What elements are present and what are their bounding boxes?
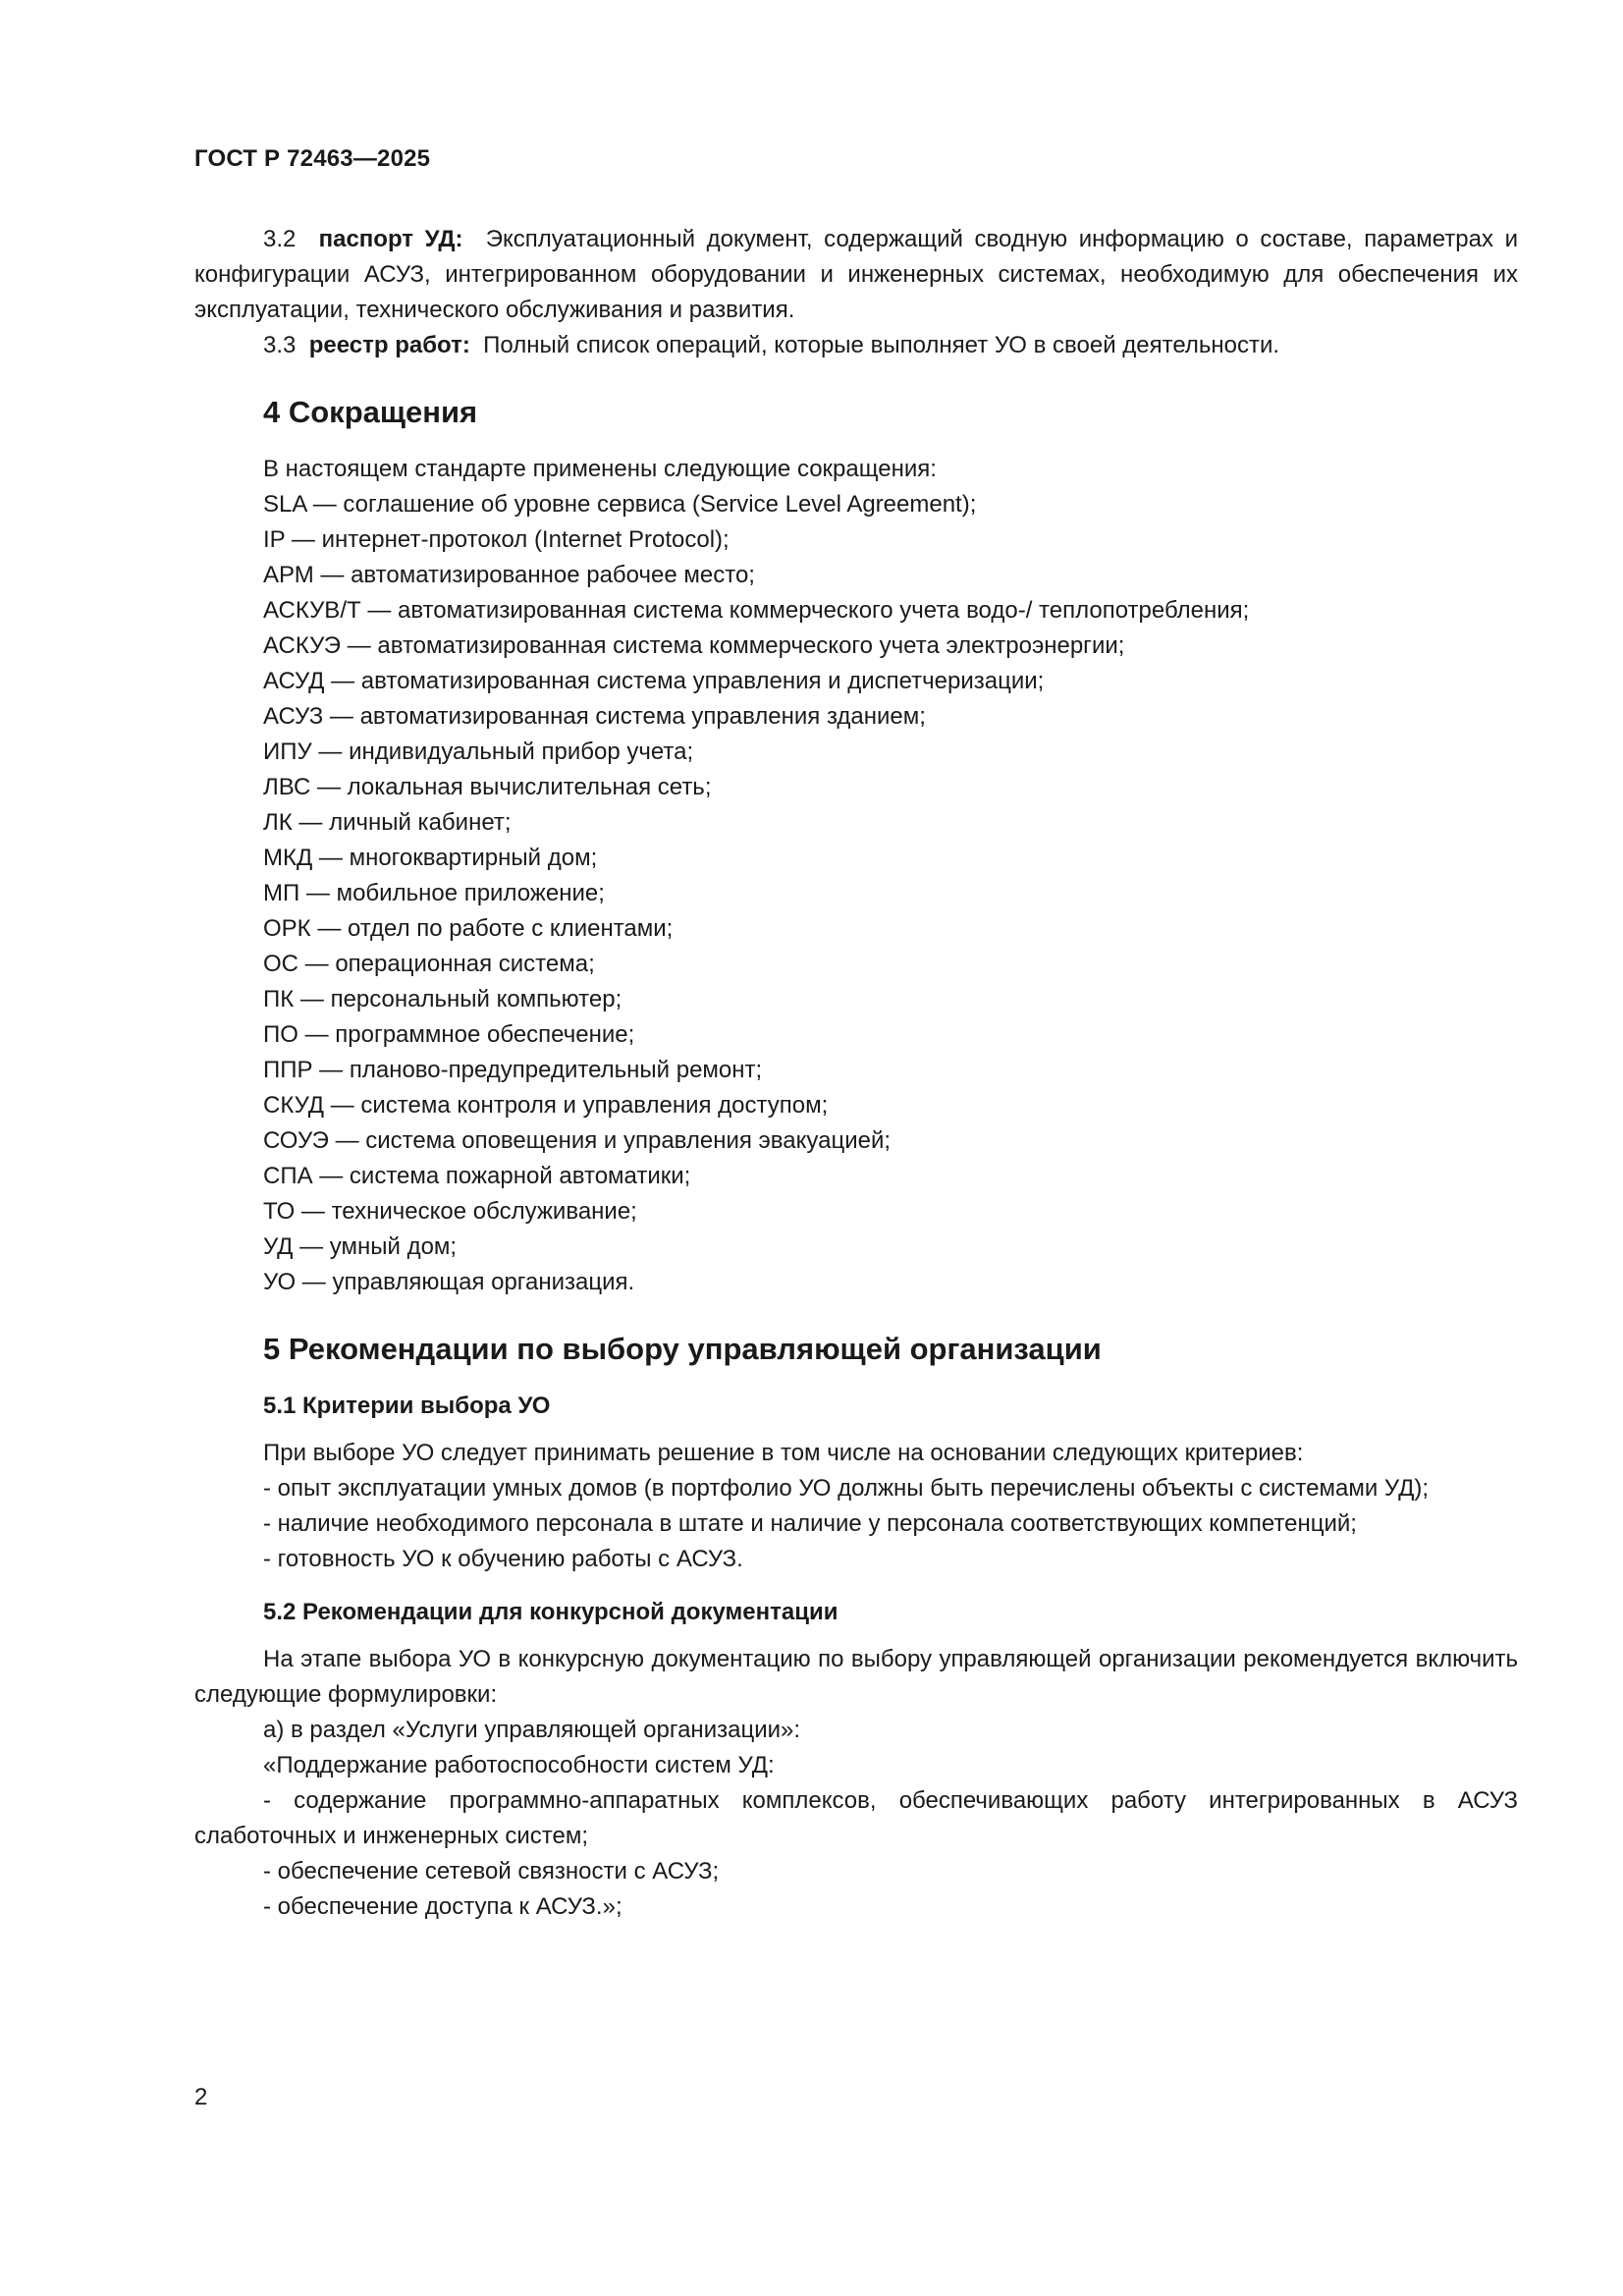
document-body: [194, 222, 1518, 1925]
abbreviation-item: ППР — планово-предупредительный ремонт;: [263, 1057, 763, 1083]
term-definition: Эксплуатационный документ, содержащий сводную информацию о составе, параметрах и конфигурации АСУЗ, интегрированном оборудовании и инженерных системах, необходимую для обеспечения их эксплуатации, технического обслуживания и развития.: [194, 226, 1518, 323]
section-5-1-heading: 5.1 Критерии выбора УО: [263, 1393, 551, 1419]
abbreviation-item: АСКУЭ — автоматизированная система коммерческого учета электроэнергии;: [263, 632, 1125, 659]
term-3-3: [194, 328, 1518, 363]
abbreviation-item: УО — управляющая организация.: [263, 1269, 635, 1295]
term-number: 3.2: [263, 226, 297, 252]
criteria-item: - готовность УО к обучению работы с АСУЗ.: [263, 1546, 743, 1572]
criteria-item: - наличие необходимого персонала в штате и наличие у персонала соответствующих компетенций;: [263, 1510, 1357, 1537]
abbreviation-item: IP — интернет-протокол (Internet Protocol);: [263, 526, 730, 553]
abbreviation-item: ОС — операционная система;: [263, 951, 595, 977]
abbreviation-item: АСКУВ/Т — автоматизированная система коммерческого учета водо-/ теплопотребления;: [263, 597, 1250, 624]
section-5-2-intro: На этапе выбора УО в конкурсную документацию по выбору управляющей организации рекомендуется включить следующие формулировки:: [194, 1646, 1518, 1708]
section-5-2-heading: 5.2 Рекомендации для конкурсной документации: [263, 1599, 839, 1625]
quote-start: «Поддержание работоспособности систем УД:: [263, 1752, 775, 1778]
abbreviation-item: ОРК — отдел по работе с клиентами;: [263, 915, 674, 942]
service-item: - обеспечение сетевой связности с АСУЗ;: [263, 1858, 720, 1885]
service-item: - обеспечение доступа к АСУЗ.»;: [263, 1893, 622, 1920]
section-5-heading: 5 Рекомендации по выбору управляющей организации: [263, 1332, 1102, 1366]
abbreviation-item: СКУД — система контроля и управления доступом;: [263, 1092, 829, 1119]
abbreviation-item: СПА — система пожарной автоматики;: [263, 1163, 691, 1189]
document-header: ГОСТ Р 72463—2025: [194, 145, 431, 172]
term-name: паспорт УД:: [318, 226, 463, 252]
section-4-intro: В настоящем стандарте применены следующие сокращения:: [263, 456, 937, 482]
abbreviation-item: ИПУ — индивидуальный прибор учета;: [263, 738, 694, 765]
section-4-heading: 4 Сокращения: [263, 395, 478, 429]
criteria-item: - опыт эксплуатации умных домов (в портфолио УО должны быть перечислены объекты с системами УД);: [263, 1475, 1430, 1502]
abbreviation-item: SLA — соглашение об уровне сервиса (Service Level Agreement);: [263, 491, 977, 518]
abbreviation-item: МП — мобильное приложение;: [263, 880, 605, 906]
term-name: реестр работ:: [308, 332, 470, 358]
abbreviation-item: ЛК — личный кабинет;: [263, 809, 512, 836]
abbreviation-item: ПО — программное обеспечение;: [263, 1021, 635, 1048]
term-definition: Полный список операций, которые выполняет УО в своей деятельности.: [483, 332, 1280, 358]
abbreviation-item: АСУД — автоматизированная система управления и диспетчеризации;: [263, 668, 1045, 694]
service-item: - содержание программно-аппаратных комплексов, обеспечивающих работу интегрированных в АСУЗ слаботочных и инженерных систем;: [194, 1787, 1518, 1849]
abbreviation-item: ПК — персональный компьютер;: [263, 986, 622, 1012]
list-item-a: а) в раздел «Услуги управляющей организации»:: [263, 1717, 801, 1743]
abbreviation-item: МКД — многоквартирный дом;: [263, 845, 598, 871]
term-3-2: [194, 222, 1518, 328]
abbreviation-item: УД — умный дом;: [263, 1233, 458, 1260]
page-number: 2: [194, 2084, 208, 2110]
abbreviation-item: ЛВС — локальная вычислительная сеть;: [263, 774, 712, 800]
abbreviation-item: АРМ — автоматизированное рабочее место;: [263, 562, 755, 588]
abbreviation-item: ТО — техническое обслуживание;: [263, 1198, 637, 1225]
abbreviations-list: [194, 487, 1518, 1300]
term-number: 3.3: [263, 332, 297, 358]
abbreviation-item: АСУЗ — автоматизированная система управления зданием;: [263, 703, 926, 730]
section-5-1-intro: При выборе УО следует принимать решение в том числе на основании следующих критериев:: [263, 1440, 1304, 1466]
abbreviation-item: СОУЭ — система оповещения и управления эвакуацией;: [263, 1127, 892, 1154]
